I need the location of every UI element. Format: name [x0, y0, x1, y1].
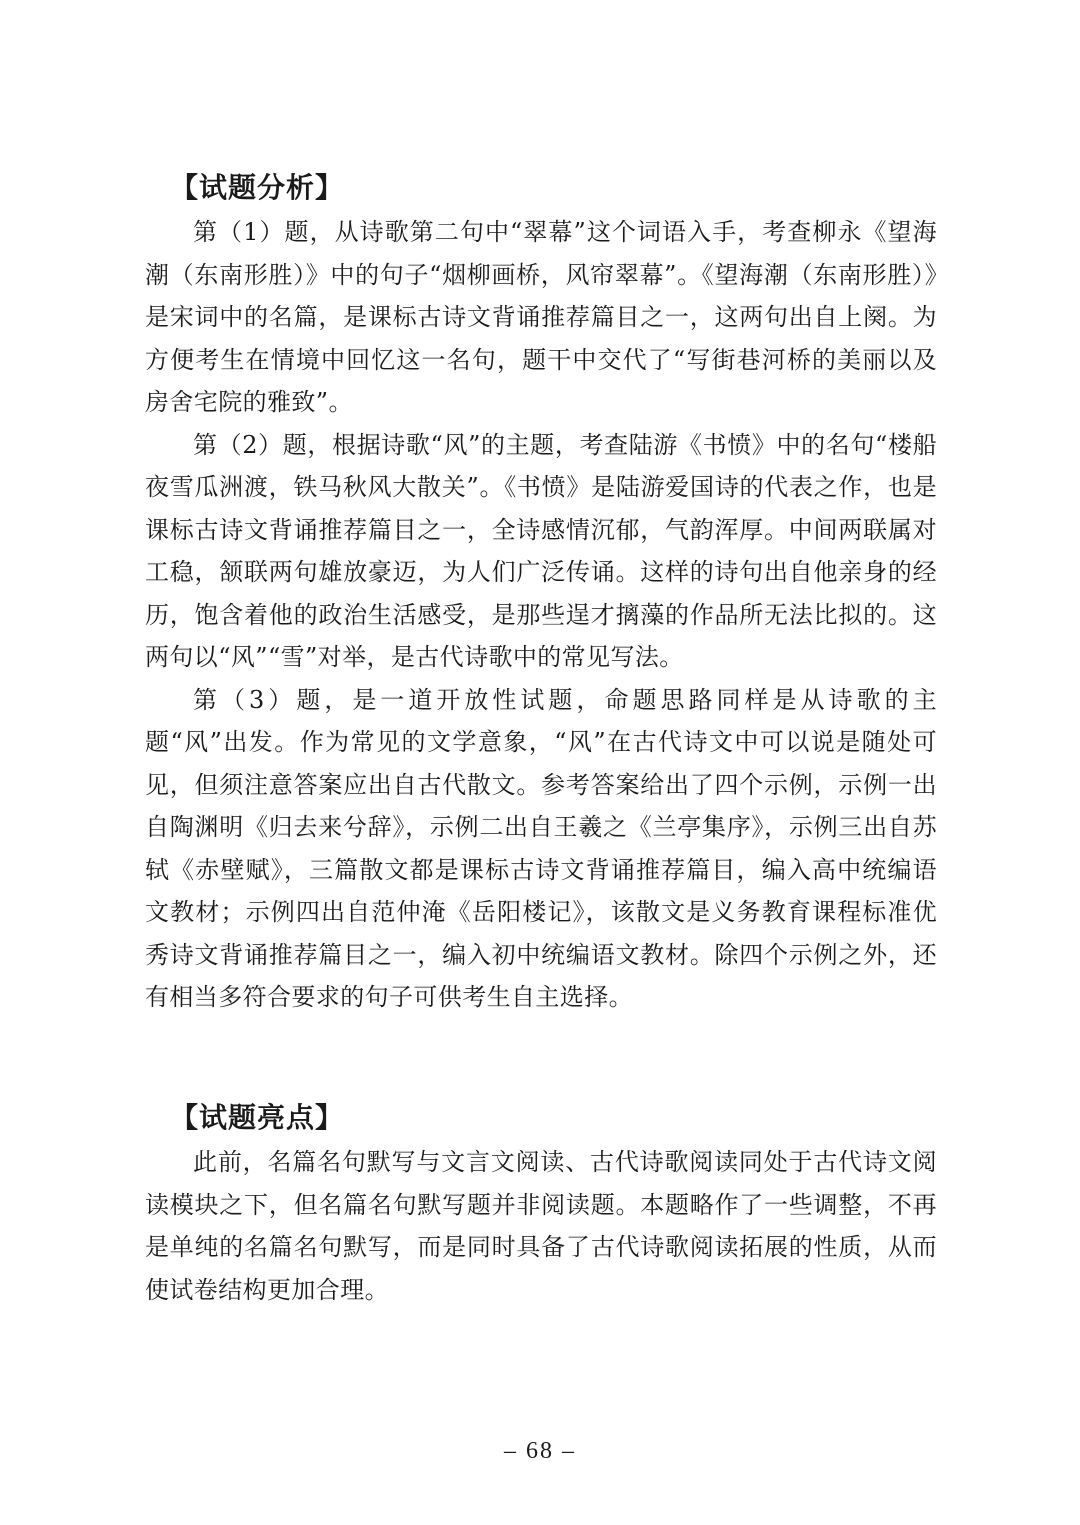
- analysis-body: [145, 211, 937, 1019]
- highlights-paragraph-1: 此前，名篇名句默写与文言文阅读、古代诗歌阅读同处于古代诗文阅读模块之下，但名篇名句默写题并非阅读题。本题略作了一些调整，不再是单纯的名篇名句默写，而是同时具备了古代诗歌阅读拓展的性质，从而使试卷结构更加合理。: [145, 1148, 937, 1304]
- section-heading-analysis: 【试题分析】: [170, 171, 345, 204]
- highlights-body: [145, 1141, 937, 1311]
- section-heading-highlights: 【试题亮点】: [170, 1101, 345, 1134]
- analysis-paragraph-2: 第（2）题，根据诗歌“风”的主题，考查陆游《书愤》中的名句“楼船夜雪瓜洲渡，铁马秋风大散关”。《书愤》是陆游爱国诗的代表之作，也是课标古诗文背诵推荐篇目之一，全诗感情沉郁，气韵浑厚。中间两联属对工稳，颔联两句雄放豪迈，为人们广泛传诵。这样的诗句出自他亲身的经历，饱含着他的政治生活感受，是那些逞才摛藻的作品所无法比拟的。这两句以“风”“雪”对举，是古代诗歌中的常见写法。: [145, 430, 937, 671]
- analysis-paragraph-1: 第（1）题，从诗歌第二句中“翠幕”这个词语入手，考查柳永《望海潮（东南形胜）》中的句子“烟柳画桥，风帘翠幕”。《望海潮（东南形胜）》是宋词中的名篇，是课标古诗文背诵推荐篇目之一，这两句出自上阕。为方便考生在情境中回忆这一名句，题干中交代了“写街巷河桥的美丽以及房舍宅院的雅致”。: [145, 218, 937, 416]
- analysis-paragraph-3: 第（3）题，是一道开放性试题，命题思路同样是从诗歌的主题“风”出发。作为常见的文学意象，“风”在古代诗文中可以说是随处可见，但须注意答案应出自古代散文。参考答案给出了四个示例，示例一出自陶渊明《归去来兮辞》，示例二出自王羲之《兰亭集序》，示例三出自苏轼《赤壁赋》，三篇散文都是课标古诗文背诵推荐篇目，编入高中统编语文教材；示例四出自范仲淹《岳阳楼记》，该散文是义务教育课程标准优秀诗文背诵推荐篇目之一，编入初中统编语文教材。除四个示例之外，还有相当多符合要求的句子可供考生自主选择。: [145, 685, 937, 1011]
- page-number: – 68 –: [504, 1438, 576, 1464]
